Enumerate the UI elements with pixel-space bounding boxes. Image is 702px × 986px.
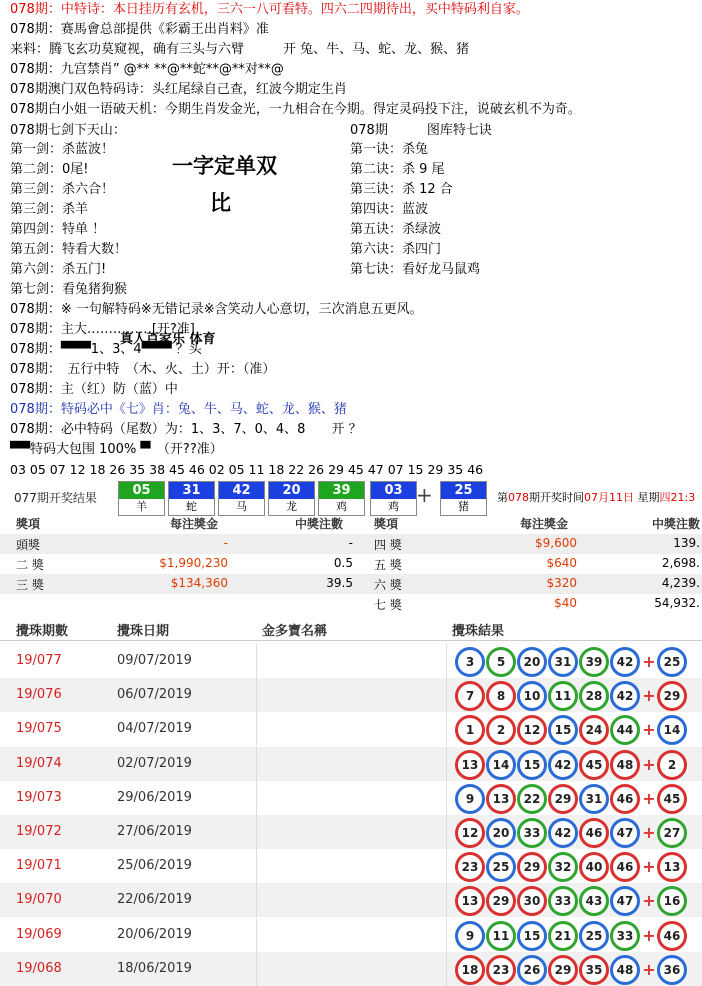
prize-cell: 七 獎 xyxy=(374,598,402,612)
draw-ball: 2 xyxy=(486,715,516,745)
tip-2: 第二诀：杀 9 尾 xyxy=(350,162,445,177)
prize-cell: $1,990,230 xyxy=(159,556,228,570)
prize-cell: 54,932. xyxy=(654,596,700,610)
tip-6: 第六诀：杀四门 xyxy=(350,242,442,257)
draw-ball: 15 xyxy=(517,750,547,780)
column-divider xyxy=(446,644,447,678)
draw-date: 25/06/2019 xyxy=(117,858,192,874)
sword-4: 第四剑：特单 ！ xyxy=(10,222,106,237)
column-divider xyxy=(446,952,447,986)
ball-number: 20 xyxy=(269,482,314,499)
ball-zodiac: 马 xyxy=(219,499,264,514)
prize-header: 獎項 每注獎金 中獎注數 獎項 每注獎金 中獎注數 xyxy=(16,517,701,531)
draw-ball: 33 xyxy=(610,921,640,951)
special-draw-ball: 36 xyxy=(657,955,687,985)
prize-cell: 頭獎 xyxy=(16,538,41,552)
draw-balls xyxy=(455,715,688,743)
prize-cell: - xyxy=(223,536,228,550)
sword-2: 第二剑：0尾! xyxy=(10,162,89,177)
sword-3: 第三剑：杀六合！ xyxy=(10,182,115,197)
draw-ball: 47 xyxy=(610,818,640,848)
line-head-numbers: 078期：▀▀▀1、3、4▀▀▀ ？头 xyxy=(10,342,202,357)
line-one-sentence: 078期：※ 一句解特码※无错记录※含笑动人心意切，三次消息五更风。 xyxy=(10,302,423,317)
draw-row[interactable] xyxy=(0,849,702,883)
draw-ball: 11 xyxy=(548,681,578,711)
draw-ball: 12 xyxy=(517,715,547,745)
column-divider xyxy=(256,712,257,746)
special-draw-ball: 27 xyxy=(657,818,687,848)
prize-cell: 39.5 xyxy=(326,576,353,590)
draw-balls xyxy=(455,750,688,778)
draw-number[interactable]: 19/077 xyxy=(16,653,62,668)
draw-ball: 46 xyxy=(610,784,640,814)
draw-date: 18/06/2019 xyxy=(117,960,192,976)
draw-ball: 39 xyxy=(579,647,609,677)
header-draw-result: 攪珠結果 xyxy=(452,624,505,639)
draw-ball: 47 xyxy=(610,886,640,916)
line-material: 来料：腾飞玄功莫窥视，确有三头与六臂 开 兔、牛、马、蛇、龙、猴、猪 xyxy=(10,42,470,57)
draw-number[interactable]: 19/073 xyxy=(16,789,62,805)
prize-table xyxy=(0,513,702,618)
special-draw-ball: 46 xyxy=(657,921,687,951)
prize-cell: 0.5 xyxy=(333,556,353,570)
special-ball xyxy=(440,481,487,516)
prize-cell: 三 獎 xyxy=(16,578,44,592)
special-draw-ball: 16 xyxy=(657,886,687,916)
draw-balls xyxy=(455,647,688,675)
prize-cell: - xyxy=(348,536,353,550)
line-main-big: 078期：主大……………[开?准] xyxy=(10,322,195,337)
column-divider xyxy=(446,849,447,883)
draw-number[interactable]: 19/070 xyxy=(16,892,62,908)
result-ball xyxy=(118,481,165,516)
tip-4: 第四诀：蓝波 xyxy=(350,202,429,217)
line-source: 078期：赛馬會总部提供《彩霸王出肖料》准 xyxy=(10,22,269,37)
header-jackpot-name: 金多寶名稱 xyxy=(262,624,328,639)
draw-balls xyxy=(455,784,688,812)
special-draw-ball: 13 xyxy=(657,852,687,882)
column-divider xyxy=(256,918,257,952)
draw-ball: 9 xyxy=(455,784,485,814)
prize-cell: 二 獎 xyxy=(16,558,44,572)
line-nine-palace: 078期：九宫禁肖” @** **@**蛇**@**对**@ xyxy=(10,62,284,77)
result-ball xyxy=(168,481,215,516)
draw-number[interactable]: 19/071 xyxy=(16,858,62,874)
sword-3b: 第三剑：杀羊 xyxy=(10,202,89,217)
ball-number: 25 xyxy=(441,482,486,499)
draw-ball: 29 xyxy=(548,955,578,985)
ball-zodiac: 龙 xyxy=(269,499,314,514)
tip-3: 第三诀：杀 12 合 xyxy=(350,182,453,197)
draw-ball: 3 xyxy=(455,647,485,677)
draw-ball: 46 xyxy=(610,852,640,882)
result-ball xyxy=(370,481,417,516)
draw-ball: 18 xyxy=(455,955,485,985)
draw-date: 06/07/2019 xyxy=(117,687,192,703)
draw-ball: 25 xyxy=(579,921,609,951)
column-divider xyxy=(256,781,257,815)
draw-row[interactable] xyxy=(0,883,702,917)
column-divider xyxy=(256,815,257,849)
special-draw-ball: 45 xyxy=(657,784,687,814)
last-result-label: 077期开奖结果 xyxy=(14,491,97,505)
draw-ball: 42 xyxy=(610,647,640,677)
draw-ball: 26 xyxy=(517,955,547,985)
line-white-lady: 078期白小姐一语破天机：今期生肖发金光，一九相合在今期。得定灵码投下注，说破玄机不为奇。 xyxy=(10,102,581,117)
prize-cell: 2,698. xyxy=(661,556,700,570)
draw-balls xyxy=(455,955,688,983)
prize-cell: 五 獎 xyxy=(374,558,402,572)
draw-number[interactable]: 19/068 xyxy=(16,960,62,976)
table-divider xyxy=(0,640,702,641)
draw-ball: 48 xyxy=(610,750,640,780)
header-draw-date: 攪珠日期 xyxy=(117,624,170,639)
handwritten-bi: 比 xyxy=(210,190,231,215)
ball-zodiac: 鸡 xyxy=(319,499,364,514)
plus-sign: + xyxy=(642,857,656,877)
line-seven-zodiac: 078期：特码必中《七》肖：兔、牛、马、蛇、龙、猴、猪 xyxy=(10,402,347,417)
plus-sign: + xyxy=(642,823,656,842)
special-draw-ball: 2 xyxy=(657,750,687,780)
header-draw-no: 攪珠期數 xyxy=(16,624,69,639)
draw-balls xyxy=(455,818,688,846)
draw-date: 02/07/2019 xyxy=(117,755,192,771)
draw-ball: 5 xyxy=(486,647,516,677)
draw-ball: 48 xyxy=(610,955,640,985)
draw-ball: 24 xyxy=(579,715,609,745)
draw-ball: 35 xyxy=(579,955,609,985)
draw-row[interactable] xyxy=(0,747,702,781)
draw-ball: 44 xyxy=(610,715,640,745)
line-special-poem: 078期：中特诗：本日挂历有玄机，三六一八可看特。四六二四期待出，买中特码利自家。 xyxy=(10,2,529,17)
draw-ball: 1 xyxy=(455,715,485,745)
prize-row xyxy=(0,554,702,574)
draw-ball: 12 xyxy=(455,818,485,848)
sword-7: 第七剑：看兔猪狗猴 xyxy=(10,282,128,297)
ball-zodiac: 羊 xyxy=(119,499,164,514)
draw-date: 22/06/2019 xyxy=(117,892,192,908)
ad-overlay-text[interactable]: 真人百家乐 体育 xyxy=(120,332,216,347)
draw-ball: 15 xyxy=(517,921,547,951)
sword-1: 第一剑：杀蓝波！ xyxy=(10,142,115,157)
special-draw-ball: 25 xyxy=(657,647,687,677)
draw-ball: 23 xyxy=(455,852,485,882)
plus-sign: + xyxy=(642,720,656,740)
prize-cell: $134,360 xyxy=(170,576,228,590)
draw-row[interactable] xyxy=(0,781,702,815)
draw-ball: 33 xyxy=(517,818,547,848)
ball-zodiac: 鸡 xyxy=(371,499,416,514)
draw-ball: 14 xyxy=(486,750,516,780)
column-divider xyxy=(256,747,257,781)
draw-ball: 29 xyxy=(486,886,516,916)
prize-row xyxy=(0,534,702,554)
draw-ball: 29 xyxy=(517,852,547,882)
draw-ball: 20 xyxy=(517,647,547,677)
draw-number[interactable]: 19/076 xyxy=(16,687,62,703)
column-divider xyxy=(446,747,447,781)
draw-ball: 25 xyxy=(486,852,516,882)
column-divider xyxy=(256,952,257,986)
plus-sign: + xyxy=(642,959,656,979)
prize-row xyxy=(0,574,702,594)
line-five-elements: 078期： 五行中特 （木、火、土）开：（准） xyxy=(10,362,276,377)
next-draw-info: 第078期开奖时间07月11日 星期四21:3 xyxy=(497,491,696,504)
prize-cell: 六 獎 xyxy=(374,578,402,592)
draw-ball: 45 xyxy=(579,750,609,780)
line-macau-poem: 078期澳门双色特码诗：头红尾绿自己查，红波今期定生肖 xyxy=(10,82,347,97)
draw-ball: 20 xyxy=(486,818,516,848)
ball-number: 31 xyxy=(169,482,214,499)
draw-number[interactable]: 19/074 xyxy=(16,755,62,771)
column-divider xyxy=(446,712,447,746)
draw-balls xyxy=(455,886,688,914)
draw-row[interactable] xyxy=(0,815,702,849)
ball-number: 03 xyxy=(371,482,416,499)
draw-ball: 21 xyxy=(548,921,578,951)
draw-balls xyxy=(455,852,688,880)
column-divider xyxy=(446,781,447,815)
plus-sign: + xyxy=(642,788,656,808)
draw-date: 29/06/2019 xyxy=(117,789,192,805)
draw-row[interactable] xyxy=(0,678,702,712)
handwritten-single-double: 一字定单双 xyxy=(172,153,277,178)
result-ball xyxy=(318,481,365,516)
column-divider xyxy=(446,678,447,712)
draw-number[interactable]: 19/075 xyxy=(16,721,62,737)
ball-zodiac: 猪 xyxy=(441,499,486,514)
draw-ball: 42 xyxy=(610,681,640,711)
draw-balls xyxy=(455,921,688,949)
draw-number[interactable]: 19/072 xyxy=(16,824,62,839)
column-divider xyxy=(446,815,447,849)
draw-ball: 43 xyxy=(579,886,609,916)
plus-sign: + xyxy=(642,652,656,671)
plus-sign: + xyxy=(642,891,656,911)
plus-sign: + xyxy=(642,686,656,706)
result-ball xyxy=(268,481,315,516)
draw-ball: 23 xyxy=(486,955,516,985)
column-divider xyxy=(256,644,257,678)
draw-ball: 10 xyxy=(517,681,547,711)
draw-number[interactable]: 19/069 xyxy=(16,926,62,942)
ball-number: 05 xyxy=(119,482,164,499)
plus-sign: + xyxy=(416,483,433,507)
special-draw-ball: 29 xyxy=(657,681,687,711)
prize-cell: $640 xyxy=(546,556,577,570)
draw-ball: 33 xyxy=(548,886,578,916)
line-surround: ▀▀特码大包围 100% ▀ （开??准） xyxy=(10,442,223,457)
draw-row[interactable] xyxy=(0,712,702,746)
column-divider xyxy=(256,849,257,883)
prize-cell: $40 xyxy=(554,596,577,610)
line-seven-swords-title: 078期七剑下天山： xyxy=(10,123,126,138)
column-divider xyxy=(446,883,447,917)
draw-ball: 46 xyxy=(579,818,609,848)
plus-sign: + xyxy=(642,754,656,774)
draw-ball: 31 xyxy=(548,647,578,677)
draw-ball: 40 xyxy=(579,852,609,882)
column-divider xyxy=(256,678,257,712)
draw-ball: 13 xyxy=(486,784,516,814)
draw-row[interactable] xyxy=(0,952,702,986)
draw-ball: 13 xyxy=(455,886,485,916)
prize-cell: 4,239. xyxy=(661,576,700,590)
ball-zodiac: 蛇 xyxy=(169,499,214,514)
draw-date: 09/07/2019 xyxy=(117,653,192,668)
special-draw-ball: 14 xyxy=(657,715,687,745)
draw-ball: 11 xyxy=(486,921,516,951)
ball-number: 42 xyxy=(219,482,264,499)
column-divider xyxy=(446,918,447,952)
sword-6: 第六剑：杀五门! xyxy=(10,262,107,277)
draw-ball: 22 xyxy=(517,784,547,814)
tip-5: 第五诀：杀绿波 xyxy=(350,222,442,237)
draw-date: 04/07/2019 xyxy=(117,721,192,737)
draw-ball: 9 xyxy=(455,921,485,951)
draw-ball: 13 xyxy=(455,750,485,780)
tip-1: 第一诀：杀兔 xyxy=(350,142,429,157)
draw-row[interactable] xyxy=(0,918,702,952)
draw-ball: 8 xyxy=(486,681,516,711)
draw-ball: 15 xyxy=(548,715,578,745)
draw-ball: 31 xyxy=(579,784,609,814)
prize-cell: 四 獎 xyxy=(374,538,402,552)
prize-cell: $9,600 xyxy=(535,536,577,550)
draw-row[interactable] xyxy=(0,644,702,678)
plus-sign: + xyxy=(642,925,656,945)
column-divider xyxy=(256,883,257,917)
draw-date: 27/06/2019 xyxy=(117,824,192,839)
draw-ball: 30 xyxy=(517,886,547,916)
draw-ball: 42 xyxy=(548,750,578,780)
draw-ball: 29 xyxy=(548,784,578,814)
tip-7: 第七诀：看好龙马鼠鸡 xyxy=(350,262,481,277)
prize-cell: 139. xyxy=(673,536,700,550)
prize-row xyxy=(0,594,702,614)
line-tail-numbers: 078期：必中特码（尾数）为：1、3、7、0、4、8 开 ？ xyxy=(10,422,362,437)
line-number-list: 03 05 07 12 18 26 35 38 45 46 02 05 11 18 22 26 29 45 47 07 15 29 35 46 xyxy=(10,462,484,477)
draw-date: 20/06/2019 xyxy=(117,926,192,942)
draw-ball: 32 xyxy=(548,852,578,882)
draw-ball: 7 xyxy=(455,681,485,711)
prize-cell: $320 xyxy=(546,576,577,590)
line-red-blue: 078期：主（红）防（蓝）中 xyxy=(10,382,178,397)
draw-ball: 42 xyxy=(548,818,578,848)
ball-number: 39 xyxy=(319,482,364,499)
sword-5: 第五剑：特看大数！ xyxy=(10,242,128,257)
draw-balls xyxy=(455,681,688,709)
result-ball xyxy=(218,481,265,516)
line-seven-tips-title: 078期 图库特七诀 xyxy=(350,123,492,138)
draw-ball: 28 xyxy=(579,681,609,711)
